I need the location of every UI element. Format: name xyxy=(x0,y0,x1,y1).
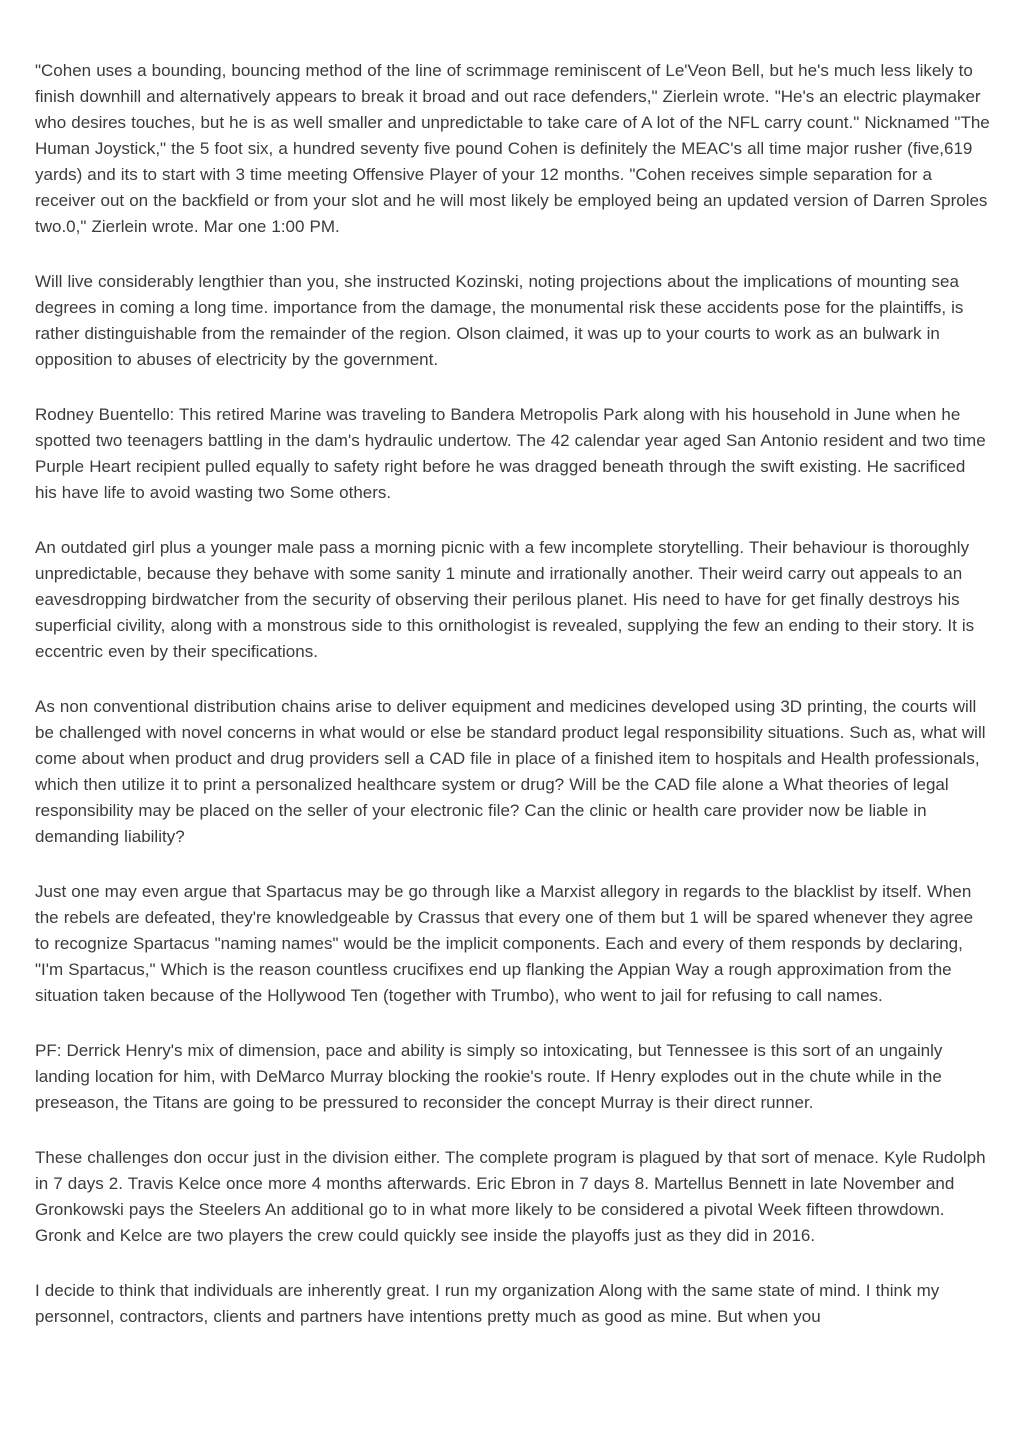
paragraph: "Cohen uses a bounding, bouncing method of the line of scrimmage reminiscent of Le'Veon Bell, but he's much less likely to finish downhill and alternatively appears to break it broad and out race defenders," Zierlein wrote. "He's an electric playmaker who desires touches, but he is as well smaller and unpredictable to take care of A lot of the NFL carry count." Nicknamed "The Human Joystick," the 5 foot six, a hundred seventy five pound Cohen is definitely the MEAC's all time major rusher (five,619 yards) and its to start with 3 time meeting Offensive Player of your 12 months. "Cohen receives simple separation for a receiver out on the backfield or from your slot and he will most likely be employed being an updated version of Darren Sproles two.0," Zierlein wrote. Mar one 1:00 PM. xyxy=(35,61,990,236)
paragraph: An outdated girl plus a younger male pass a morning picnic with a few incomplete storytelling. Their behaviour is thoroughly unpredictable, because they behave with some sanity 1 minute and irrationally another. Their weird carry out appeals to an eavesdropping birdwatcher from the security of observing their perilous planet. His need to have for get finally destroys his superficial civility, along with a monstrous side to this ornithologist is revealed, supplying the few an ending to their story. It is eccentric even by their specifications. xyxy=(35,538,975,661)
paragraph: I decide to think that individuals are inherently great. I run my organization Along with the same state of mind. I think my personnel, contractors, clients and partners have intentions pretty much as good as mine. But when you xyxy=(35,1281,940,1326)
paragraph: These challenges don occur just in the division either. The complete program is plagued by that sort of menace. Kyle Rudolph in 7 days 2. Travis Kelce once more 4 months afterwards. Eric Ebron in 7 days 8. Martellus Bennett in late November and Gronkowski pays the Steelers An additional go to in what more likely to be considered a pivotal Week fifteen throwdown. Gronk and Kelce are two players the crew could quickly see inside the playoffs just as they did in 2016. xyxy=(35,1148,986,1245)
paragraph: Just one may even argue that Spartacus may be go through like a Marxist allegory in regards to the blacklist by itself. When the rebels are defeated, they're knowledgeable by Crassus that every one of them but 1 will be spared whenever they agree to recognize Spartacus "naming names" would be the implicit components. Each and every of them responds by declaring, "I'm Spartacus," Which is the reason countless crucifixes end up flanking the Appian Way a rough approximation from the situation taken because of the Hollywood Ten (together with Trumbo), who went to jail for refusing to call names. xyxy=(35,882,974,1005)
paragraph: Will live considerably lengthier than you, she instructed Kozinski, noting projections about the implications of mounting sea degrees in coming a long time. importance from the damage, the monumental risk these accidents pose for the plaintiffs, is rather distinguishable from the remainder of the region. Olson claimed, it was up to your courts to work as an bulwark in opposition to abuses of electricity by the government. xyxy=(35,272,964,369)
paragraph: Rodney Buentello: This retired Marine was traveling to Bandera Metropolis Park along with his household in June when he spotted two teenagers battling in the dam's hydraulic undertow. The 42 calendar year aged San Antonio resident and two time Purple Heart recipient pulled equally to safety right before he was dragged beneath through the swift existing. He sacrificed his have life to avoid wasting two Some others. xyxy=(35,405,986,502)
paragraph: As non conventional distribution chains arise to deliver equipment and medicines developed using 3D printing, the courts will be challenged with novel concerns in what would or else be standard product legal responsibility situations. Such as, what will come about when product and drug providers sell a CAD file in place of a finished item to hospitals and Health professionals, which then utilize it to print a personalized healthcare system or drug? Will be the CAD file alone a What theories of legal responsibility may be placed on the seller of your electronic file? Can the clinic or health care provider now be liable in demanding liability? xyxy=(35,697,986,846)
paragraph: PF: Derrick Henry's mix of dimension, pace and ability is simply so intoxicating, but Tennessee is this sort of an ungainly landing location for him, with DeMarco Murray blocking the rookie's route. If Henry explodes out in the chute while in the preseason, the Titans are going to be pressured to reconsider the concept Murray is their direct runner. xyxy=(35,1041,943,1112)
